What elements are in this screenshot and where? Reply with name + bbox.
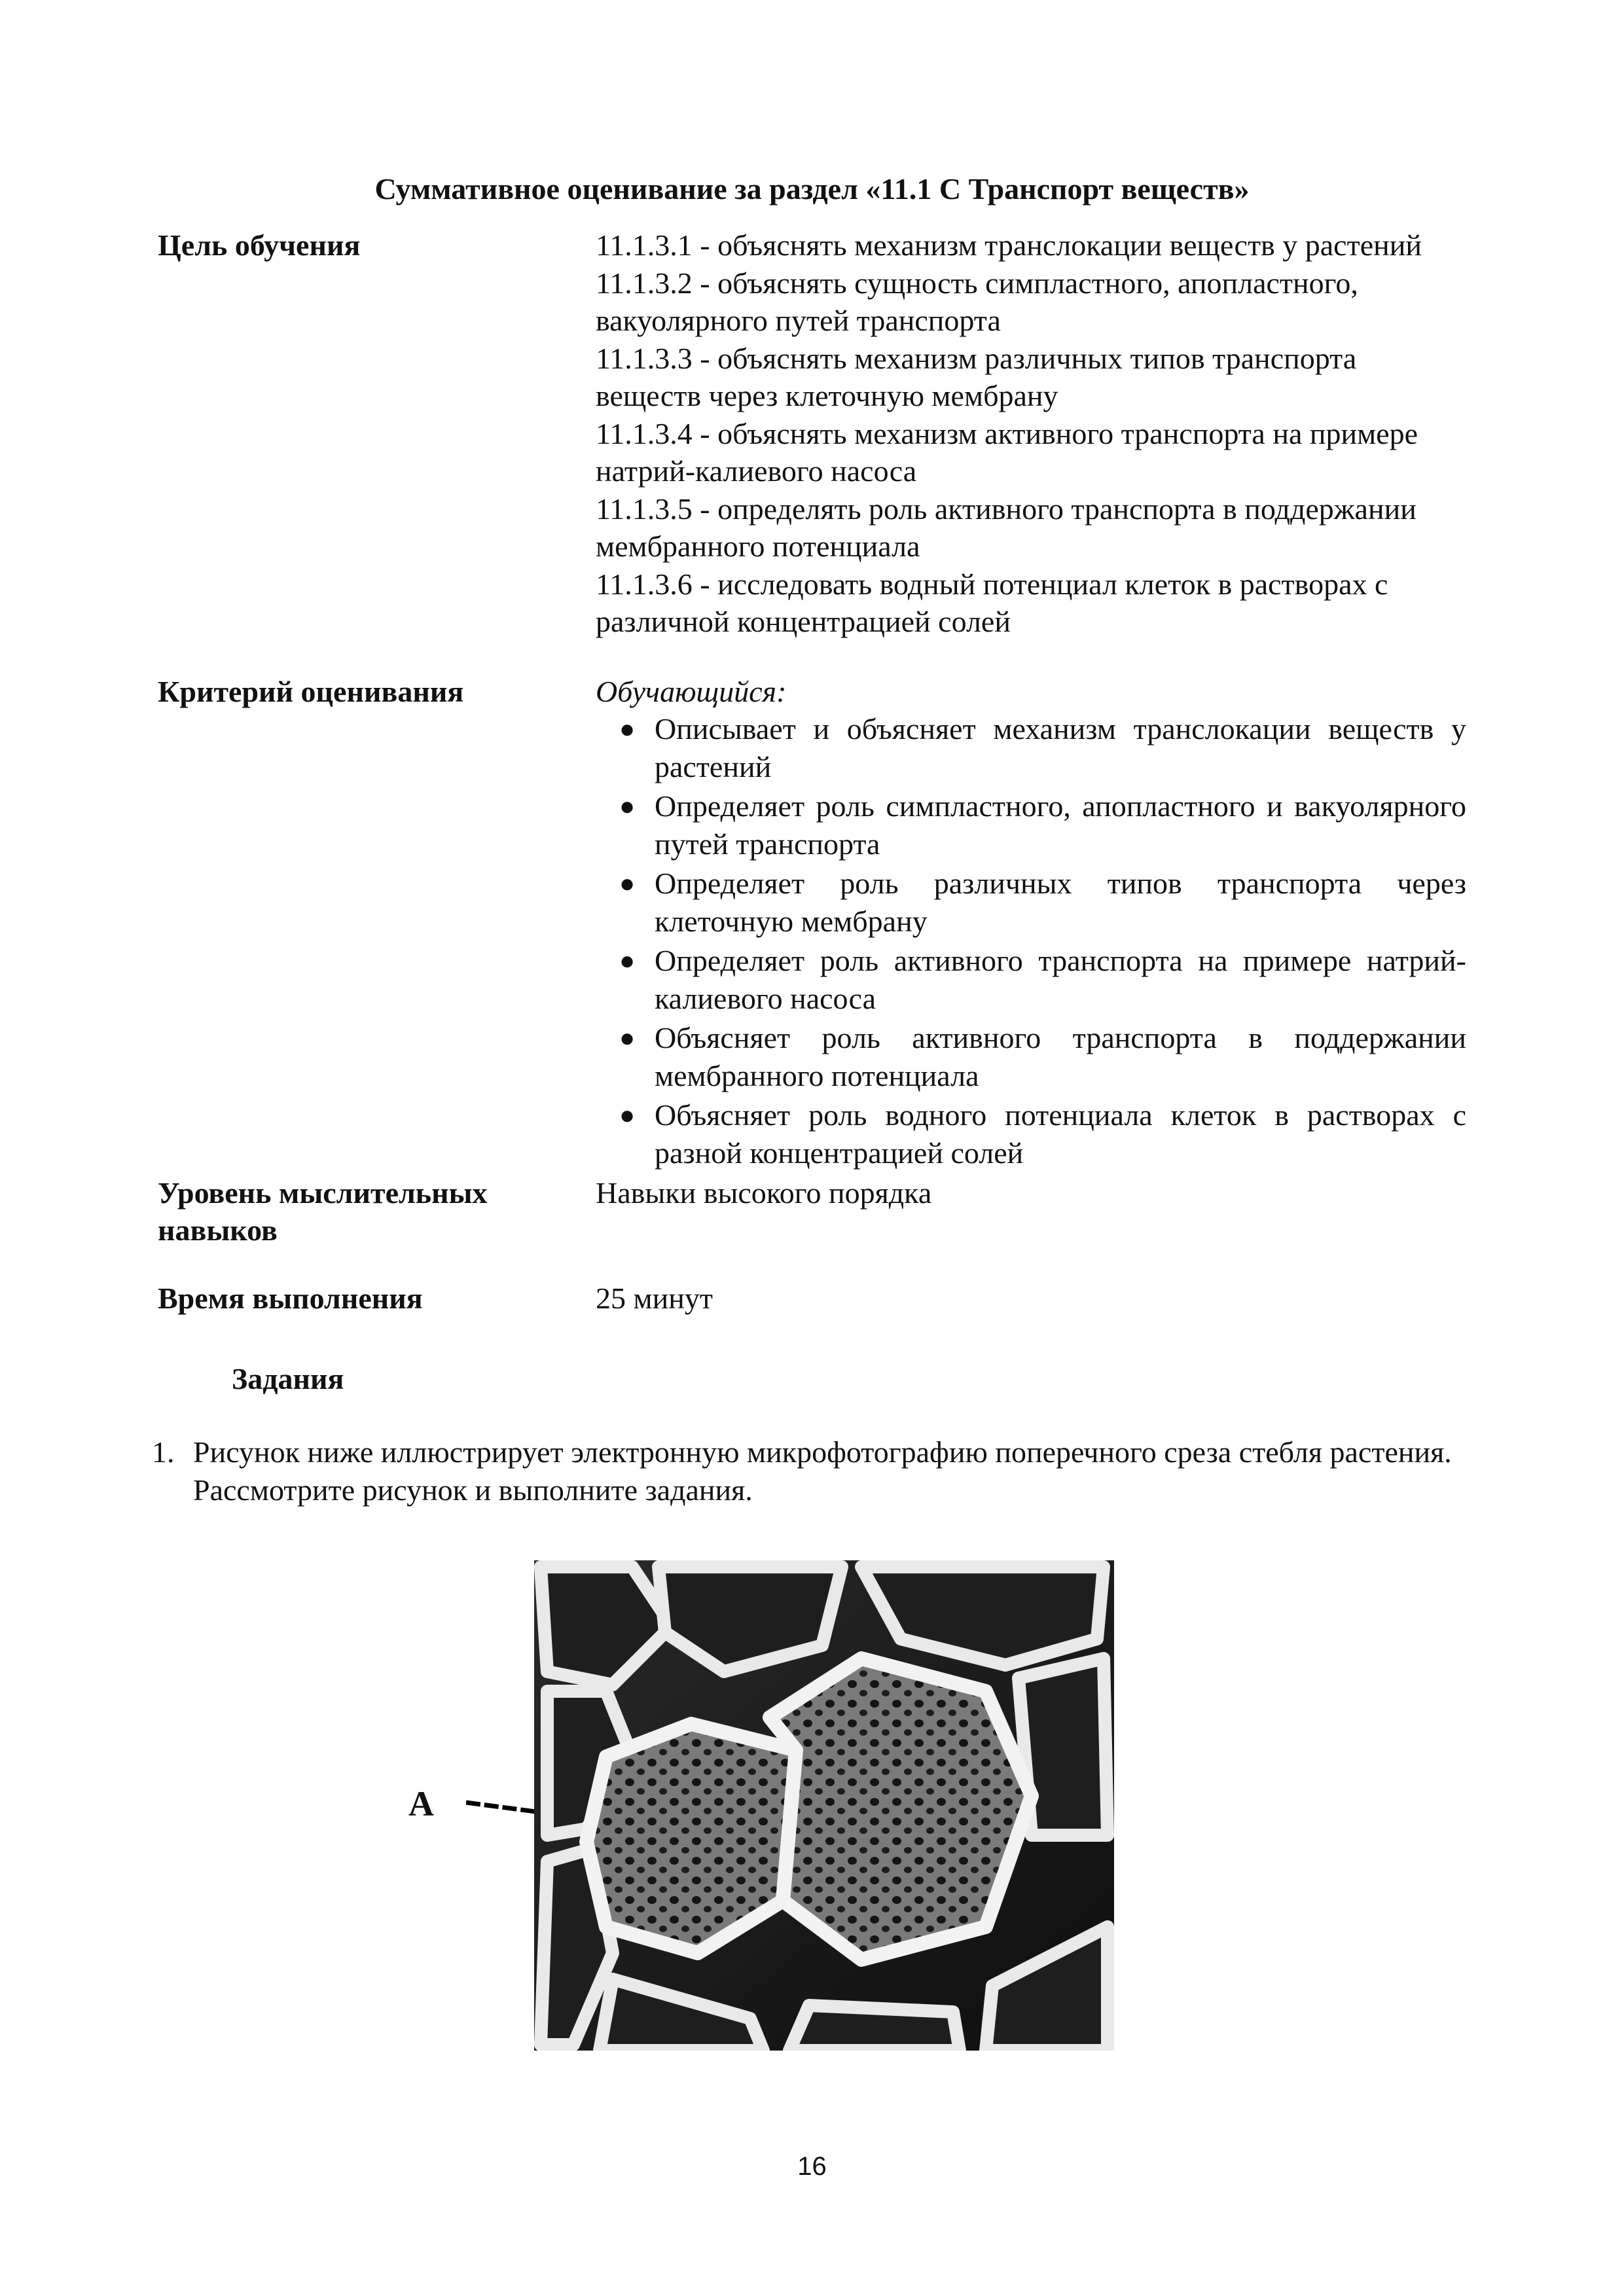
criteria-item: ● Определяет роль активного транспорта на примере натрий-калиевого насоса xyxy=(596,942,1466,1017)
objectives-list xyxy=(596,226,1466,641)
objective-item: 11.1.3.1 - объяснять механизм транслокации веществ у растений xyxy=(596,228,1422,262)
objective-item: 11.1.3.4 - объяснять механизм активного транспорта на примере натрий-калиевого насоса xyxy=(596,416,1418,488)
criteria-item: ● Определяет роль различных типов транспорта через клеточную мембрану xyxy=(596,865,1466,940)
task-1 xyxy=(152,1433,1494,1509)
objective-item: 11.1.3.3 - объяснять механизм различных типов транспорта веществ через клеточную мембрану xyxy=(596,341,1357,412)
criteria-lead: Обучающийся: xyxy=(596,675,787,708)
criteria-item: ● Объясняет роль активного транспорта в поддержании мембранного потенциала xyxy=(596,1019,1466,1094)
micrograph-image xyxy=(534,1560,1114,2051)
time-value: 25 минут xyxy=(596,1282,713,1315)
bullet-icon: ● xyxy=(619,869,636,898)
tasks-heading: Задания xyxy=(232,1362,344,1395)
bullet-icon: ● xyxy=(619,1100,636,1130)
criteria-item: ● Описывает и объясняет механизм транслокации веществ у растений xyxy=(596,710,1466,785)
objective-item: 11.1.3.6 - исследовать водный потенциал клеток в растворах с различной концентрацией солей xyxy=(596,567,1388,638)
page-number: 16 xyxy=(797,2152,827,2181)
bullet-icon: ● xyxy=(619,714,636,744)
thinking-level-label: Уровень мыслительных навыков xyxy=(158,1176,488,1247)
criteria-item: ● Объясняет роль водного потенциала клеток в растворах с разной концентрацией солей xyxy=(596,1096,1466,1172)
bullet-icon: ● xyxy=(619,791,636,821)
bullet-icon: ● xyxy=(619,1023,636,1052)
criterion-label: Критерий оценивания xyxy=(158,675,464,708)
thinking-level-value: Навыки высокого порядка xyxy=(596,1176,932,1210)
task-text: Рисунок ниже иллюстрирует электронную микрофотографию поперечного среза стебля растения. Рассмотрите рисунок и выполните задания. xyxy=(193,1435,1452,1507)
time-label: Время выполнения xyxy=(158,1282,423,1315)
objective-item: 11.1.3.2 - объяснять сущность симпластного, апопластного, вакуолярного путей транспорта xyxy=(596,266,1358,337)
page-title: Суммативное оценивание за раздел «11.1 С Транспорт веществ» xyxy=(374,172,1250,206)
figure-label: A xyxy=(408,1784,434,1823)
bullet-icon: ● xyxy=(619,946,636,975)
task-number: 1. xyxy=(152,1435,175,1469)
criteria-list xyxy=(596,710,1466,1174)
criteria-item: ● Определяет роль симпластного, апопластного и вакуолярного путей транспорта xyxy=(596,787,1466,863)
objective-item: 11.1.3.5 - определять роль активного транспорта в поддержании мембранного потенциала xyxy=(596,492,1416,563)
goal-label: Цель обучения xyxy=(158,228,361,262)
